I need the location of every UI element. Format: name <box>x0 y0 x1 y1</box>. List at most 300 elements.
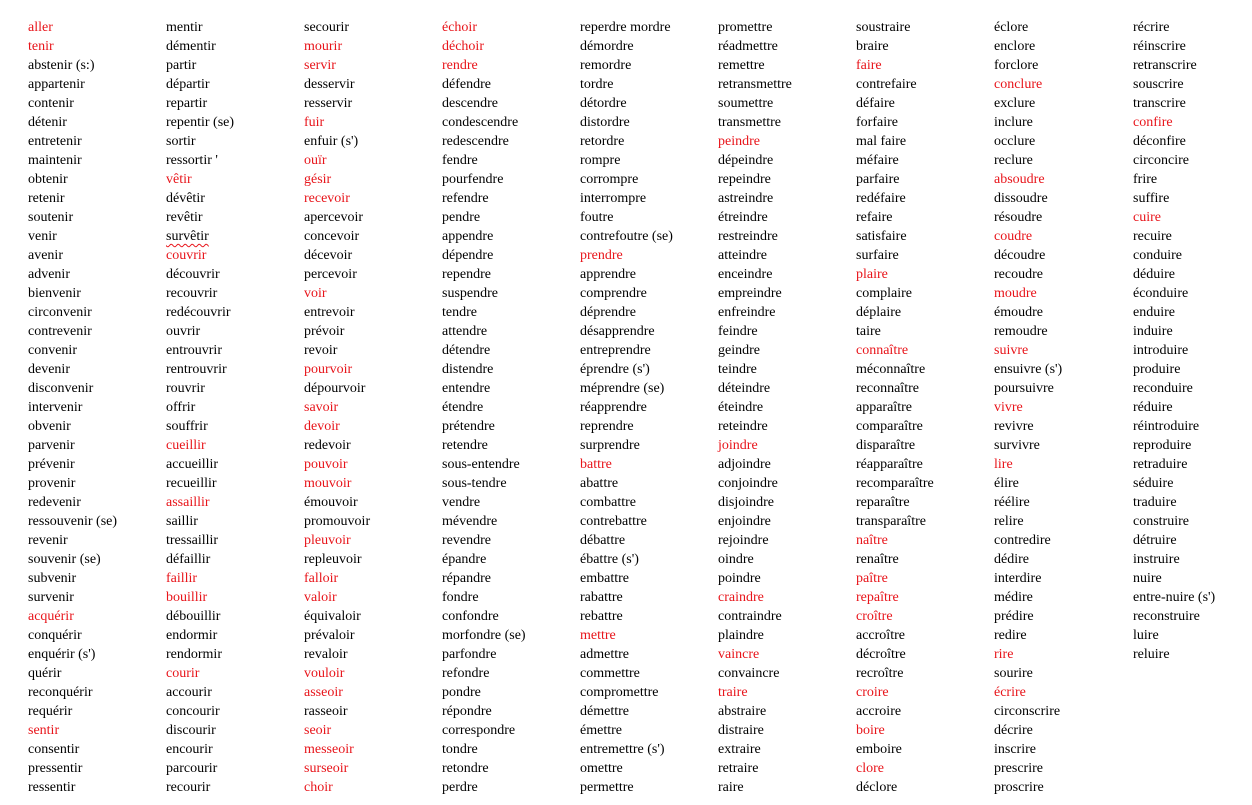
verb-word: distraire <box>718 723 764 738</box>
verb-word: desservir <box>304 77 355 92</box>
verb-word: circoncire <box>1133 153 1189 168</box>
verb-word: reconstruire <box>1133 609 1200 624</box>
verb-word: éteindre <box>718 400 764 415</box>
verb-word: correspondre <box>442 723 516 738</box>
verb-word: démettre <box>580 704 629 719</box>
verb-word: geindre <box>718 343 760 358</box>
verb-word: taire <box>856 324 881 339</box>
verb-word: recomparaître <box>856 476 934 491</box>
verb-word: obvenir <box>28 419 71 434</box>
verb-word: traduire <box>1133 495 1177 510</box>
verb-word: recouvrir <box>166 286 218 301</box>
verb-word: entreprendre <box>580 343 651 358</box>
verb-model-word: messeoir <box>304 742 354 757</box>
verb-word: adjoindre <box>718 457 771 472</box>
verb-word: appendre <box>442 229 494 244</box>
verb-word: atteindre <box>718 248 767 263</box>
verb-word: survêtir <box>166 229 209 244</box>
verb-word: remordre <box>580 58 632 73</box>
verb-model-word: traire <box>718 685 748 700</box>
verb-word: ressentir <box>28 780 76 795</box>
verb-word: accourir <box>166 685 212 700</box>
verb-column-1 <box>28 18 166 797</box>
verb-model-word: coudre <box>994 229 1033 244</box>
verb-model-word: repaître <box>856 590 899 605</box>
verb-word: détordre <box>580 96 627 111</box>
verb-word: promettre <box>718 20 773 35</box>
verb-word: démordre <box>580 39 634 54</box>
verb-word: comprendre <box>580 286 647 301</box>
verb-word: apercevoir <box>304 210 364 225</box>
verb-model-word: gésir <box>304 172 332 187</box>
verb-word: distendre <box>442 362 494 377</box>
verb-word: endormir <box>166 628 218 643</box>
verb-word: redevenir <box>28 495 81 510</box>
verb-word: vendre <box>442 495 481 510</box>
verb-word: reconduire <box>1133 381 1193 396</box>
verb-word: pendre <box>442 210 481 225</box>
verb-word: accroire <box>856 704 902 719</box>
verb-word: soumettre <box>718 96 774 111</box>
verb-model-word: courir <box>166 666 200 681</box>
verb-word: défendre <box>442 77 491 92</box>
verb-model-word: clore <box>856 761 884 776</box>
verb-word: astreindre <box>718 191 774 206</box>
verb-word: instruire <box>1133 552 1180 567</box>
verb-word: survenir <box>28 590 74 605</box>
verb-word: produire <box>1133 362 1181 377</box>
verb-word: souffrir <box>166 419 208 434</box>
verb-model-word: pourvoir <box>304 362 353 377</box>
verb-word: intervenir <box>28 400 83 415</box>
verb-word: sous-entendre <box>442 457 520 472</box>
verb-word: entremettre (s') <box>580 742 665 757</box>
verb-word: résoudre <box>994 210 1043 225</box>
verb-model-word: rendre <box>442 58 478 73</box>
verb-word: distordre <box>580 115 630 130</box>
verb-model-word: bouillir <box>166 590 208 605</box>
verb-word: fendre <box>442 153 478 168</box>
verb-word: débouillir <box>166 609 221 624</box>
verb-word: attendre <box>442 324 488 339</box>
verb-word: empreindre <box>718 286 782 301</box>
verb-word: accueillir <box>166 457 219 472</box>
verb-word: rasseoir <box>304 704 348 719</box>
verb-word: retenir <box>28 191 65 206</box>
verb-model-word: sentir <box>28 723 60 738</box>
verb-model-word: écrire <box>994 685 1026 700</box>
verb-word: entrouvrir <box>166 343 222 358</box>
verb-word: retondre <box>442 761 489 776</box>
verb-model-word: ouïr <box>304 153 327 168</box>
verb-word: répandre <box>442 571 491 586</box>
verb-word: rendormir <box>166 647 222 662</box>
verb-model-word: tenir <box>28 39 54 54</box>
verb-word: parvenir <box>28 438 75 453</box>
verb-word: émettre <box>580 723 622 738</box>
verb-word: rouvrir <box>166 381 205 396</box>
verb-word: entrevoir <box>304 305 355 320</box>
verb-word: avenir <box>28 248 63 263</box>
verb-word: poursuivre <box>994 381 1054 396</box>
verb-word: prédire <box>994 609 1034 624</box>
verb-word: recourir <box>166 780 211 795</box>
verb-model-word: absoudre <box>994 172 1045 187</box>
verb-model-word: mouvoir <box>304 476 352 491</box>
verb-word: restreindre <box>718 229 778 244</box>
verb-model-word: moudre <box>994 286 1037 301</box>
verb-word: forfaire <box>856 115 898 130</box>
verb-word: admettre <box>580 647 629 662</box>
verb-word: feindre <box>718 324 758 339</box>
verb-word: requérir <box>28 704 73 719</box>
verb-word: percevoir <box>304 267 357 282</box>
verb-model-word: savoir <box>304 400 339 415</box>
verb-word: déduire <box>1133 267 1175 282</box>
verb-model-word: lire <box>994 457 1013 472</box>
verb-word: prescrire <box>994 761 1043 776</box>
verb-word: comparaître <box>856 419 923 434</box>
verb-word: relire <box>994 514 1024 529</box>
verb-word: défaillir <box>166 552 211 567</box>
verb-word: retranscrire <box>1133 58 1197 73</box>
verb-word: rependre <box>442 267 491 282</box>
verb-model-word: aller <box>28 20 53 35</box>
verb-word: mal faire <box>856 134 907 149</box>
verb-word: omettre <box>580 761 623 776</box>
verb-word: méprendre (se) <box>580 381 665 396</box>
verb-word: découvrir <box>166 267 220 282</box>
verb-word: reparaître <box>856 495 910 510</box>
verb-word: refendre <box>442 191 489 206</box>
verb-word: reconquérir <box>28 685 93 700</box>
verb-word: disparaître <box>856 438 916 453</box>
verb-model-word: joindre <box>718 438 758 453</box>
verb-word: contrevenir <box>28 324 92 339</box>
verb-word: introduire <box>1133 343 1189 358</box>
verb-word: repeindre <box>718 172 771 187</box>
verb-word: advenir <box>28 267 70 282</box>
verb-word: remoudre <box>994 324 1048 339</box>
verb-word: confondre <box>442 609 499 624</box>
verb-word: contrebattre <box>580 514 647 529</box>
verb-word: dédire <box>994 552 1029 567</box>
verb-word: désapprendre <box>580 324 655 339</box>
verb-model-word: rire <box>994 647 1014 662</box>
verb-word: forclore <box>994 58 1039 73</box>
verb-word: éclore <box>994 20 1029 35</box>
verb-word: médire <box>994 590 1033 605</box>
verb-word: entre-nuire (s') <box>1133 590 1216 605</box>
verb-word: remettre <box>718 58 765 73</box>
verb-word: réapprendre <box>580 400 647 415</box>
verb-word: concevoir <box>304 229 360 244</box>
verb-word: répondre <box>442 704 492 719</box>
verb-word: débattre <box>580 533 626 548</box>
verb-word: nuire <box>1133 571 1162 586</box>
verb-word: parfondre <box>442 647 497 662</box>
verb-word: décroître <box>856 647 906 662</box>
verb-word: ressortir ' <box>166 153 218 168</box>
verb-word: surfaire <box>856 248 899 263</box>
verb-model-word: vouloir <box>304 666 345 681</box>
verb-word: secourir <box>304 20 350 35</box>
verb-word: départir <box>166 77 210 92</box>
verb-word: refaire <box>856 210 893 225</box>
verb-model-word: voir <box>304 286 327 301</box>
verb-word: permettre <box>580 780 634 795</box>
verb-word: proscrire <box>994 780 1044 795</box>
verb-word: maintenir <box>28 153 82 168</box>
verb-word: soustraire <box>856 20 911 35</box>
verb-word: appartenir <box>28 77 85 92</box>
verb-word: élire <box>994 476 1019 491</box>
verb-model-word: devoir <box>304 419 340 434</box>
verb-word: dépendre <box>442 248 494 263</box>
verb-word: exclure <box>994 96 1036 111</box>
verb-model-word: faillir <box>166 571 198 586</box>
verb-word: plaindre <box>718 628 764 643</box>
verb-column-5 <box>580 18 718 797</box>
verb-word: redéfaire <box>856 191 906 206</box>
verb-word: circonscrire <box>994 704 1061 719</box>
verb-word: recoudre <box>994 267 1043 282</box>
verb-word: consentir <box>28 742 80 757</box>
verb-word: déclore <box>856 780 898 795</box>
verb-model-word: paître <box>856 571 888 586</box>
verb-word: tondre <box>442 742 478 757</box>
verb-model-word: prendre <box>580 248 623 263</box>
verb-word: provenir <box>28 476 76 491</box>
verb-word: sous-tendre <box>442 476 507 491</box>
verb-word: enceindre <box>718 267 773 282</box>
verb-word: démentir <box>166 39 216 54</box>
verb-word: déplaire <box>856 305 902 320</box>
verb-word: rebattre <box>580 609 623 624</box>
verb-word: contrefoutre (se) <box>580 229 673 244</box>
verb-word: pondre <box>442 685 481 700</box>
verb-model-word: battre <box>580 457 612 472</box>
verb-word: rentrouvrir <box>166 362 227 377</box>
verb-word: revaloir <box>304 647 348 662</box>
verb-word: commettre <box>580 666 640 681</box>
verb-model-word: boire <box>856 723 885 738</box>
verb-word: extraire <box>718 742 761 757</box>
verb-word: étreindre <box>718 210 768 225</box>
verb-word: enfreindre <box>718 305 776 320</box>
verb-word: entendre <box>442 381 491 396</box>
verb-word: satisfaire <box>856 229 907 244</box>
verb-word: retraire <box>718 761 759 776</box>
verb-word: transmettre <box>718 115 781 130</box>
verb-model-word: falloir <box>304 571 339 586</box>
verb-model-word: valoir <box>304 590 337 605</box>
verb-word: réintroduire <box>1133 419 1200 434</box>
verb-word: revenir <box>28 533 68 548</box>
verb-word: réduire <box>1133 400 1173 415</box>
verb-word: embattre <box>580 571 629 586</box>
verb-word: pressentir <box>28 761 83 776</box>
verb-model-word: recevoir <box>304 191 350 206</box>
verb-word: raire <box>718 780 744 795</box>
verb-word: oindre <box>718 552 754 567</box>
verb-model-word: croire <box>856 685 889 700</box>
verb-word: fondre <box>442 590 479 605</box>
verb-word: éprendre (s') <box>580 362 650 377</box>
verb-word: teindre <box>718 362 757 377</box>
verb-word: retordre <box>580 134 625 149</box>
verb-word: corrompre <box>580 172 639 187</box>
verb-model-word: confire <box>1133 115 1173 130</box>
verb-word: revendre <box>442 533 491 548</box>
verb-word: apprendre <box>580 267 636 282</box>
verb-word: mentir <box>166 20 203 35</box>
verb-column-4 <box>442 18 580 797</box>
verb-word: emboire <box>856 742 902 757</box>
verb-model-word: acquérir <box>28 609 74 624</box>
verb-word: reclure <box>994 153 1033 168</box>
verb-word: recuire <box>1133 229 1172 244</box>
verb-word: contrefaire <box>856 77 917 92</box>
verb-word: rabattre <box>580 590 623 605</box>
verb-word: survivre <box>994 438 1040 453</box>
verb-word: promouvoir <box>304 514 371 529</box>
verb-word: découdre <box>994 248 1046 263</box>
verb-word: reconnaître <box>856 381 919 396</box>
verb-model-word: vivre <box>994 400 1023 415</box>
verb-word: détenir <box>28 115 67 130</box>
verb-word: reprendre <box>580 419 634 434</box>
verb-word: souvenir (se) <box>28 552 101 567</box>
verb-model-word: déchoir <box>442 39 484 54</box>
verb-column-9 <box>1133 18 1252 664</box>
verb-model-word: craindre <box>718 590 764 605</box>
verb-word: décevoir <box>304 248 353 263</box>
verb-word: apparaître <box>856 400 912 415</box>
verb-word: condescendre <box>442 115 519 130</box>
verb-word: mévendre <box>442 514 498 529</box>
verb-word: accroître <box>856 628 905 643</box>
verb-word: contraindre <box>718 609 782 624</box>
verb-word: enclore <box>994 39 1036 54</box>
verb-column-7 <box>856 18 994 797</box>
verb-word: transparaître <box>856 514 926 529</box>
verb-word: rompre <box>580 153 621 168</box>
verb-word: réadmettre <box>718 39 778 54</box>
verb-model-word: cueillir <box>166 438 206 453</box>
verb-word: réélire <box>994 495 1030 510</box>
verb-word: suffire <box>1133 191 1170 206</box>
verb-word: enfuir (s') <box>304 134 359 149</box>
verb-word: équivaloir <box>304 609 361 624</box>
verb-model-word: suivre <box>994 343 1029 358</box>
verb-model-word: pouvoir <box>304 457 348 472</box>
verb-word: frire <box>1133 172 1158 187</box>
verb-word: reluire <box>1133 647 1170 662</box>
verb-model-word: fuir <box>304 115 325 130</box>
verb-word: récrire <box>1133 20 1170 35</box>
verb-word: redire <box>994 628 1027 643</box>
verb-word: déteindre <box>718 381 771 396</box>
verb-model-word: croître <box>856 609 893 624</box>
verb-word: réapparaître <box>856 457 923 472</box>
verb-word: reteindre <box>718 419 768 434</box>
verb-word: partir <box>166 58 197 73</box>
verb-word: enduire <box>1133 305 1175 320</box>
verb-word: perdre <box>442 780 478 795</box>
verb-word: séduire <box>1133 476 1174 491</box>
verb-word: offrir <box>166 400 196 415</box>
verb-word: dépourvoir <box>304 381 366 396</box>
verb-model-word: naître <box>856 533 888 548</box>
verb-model-word: échoir <box>442 20 477 35</box>
verb-word: tendre <box>442 305 477 320</box>
verb-word: méconnaître <box>856 362 926 377</box>
verb-word: déconfire <box>1133 134 1186 149</box>
verb-model-word: asseoir <box>304 685 343 700</box>
verb-word: redescendre <box>442 134 509 149</box>
verb-word: souscrire <box>1133 77 1184 92</box>
verb-word: braire <box>856 39 889 54</box>
verb-word: redécouvrir <box>166 305 231 320</box>
verb-column-3 <box>304 18 442 797</box>
verb-word: reproduire <box>1133 438 1192 453</box>
verb-word: abstenir (s:) <box>28 58 95 73</box>
verb-word: décrire <box>994 723 1033 738</box>
verb-word: entretenir <box>28 134 82 149</box>
verb-word: ébattre (s') <box>580 552 639 567</box>
verb-word: poindre <box>718 571 761 586</box>
verb-word: ouvrir <box>166 324 201 339</box>
verb-word: prétendre <box>442 419 495 434</box>
verb-word: encourir <box>166 742 213 757</box>
verb-word: interdire <box>994 571 1042 586</box>
verb-word: épandre <box>442 552 487 567</box>
verb-word: ressouvenir (se) <box>28 514 118 529</box>
verb-word: tressaillir <box>166 533 219 548</box>
verb-word: éconduire <box>1133 286 1189 301</box>
verb-model-word: choir <box>304 780 333 795</box>
verb-word: étendre <box>442 400 484 415</box>
verb-model-word: vêtir <box>166 172 192 187</box>
verb-word: sourire <box>994 666 1033 681</box>
verb-word: disjoindre <box>718 495 774 510</box>
verb-word: saillir <box>166 514 198 529</box>
verb-word: devenir <box>28 362 70 377</box>
verb-word: abattre <box>580 476 619 491</box>
verb-word: retraduire <box>1133 457 1188 472</box>
verb-word: prévaloir <box>304 628 355 643</box>
verb-word: descendre <box>442 96 498 111</box>
verb-word: resservir <box>304 96 353 111</box>
verb-model-word: assaillir <box>166 495 210 510</box>
verb-word: transcrire <box>1133 96 1186 111</box>
verb-word: défaire <box>856 96 895 111</box>
verb-model-word: seoir <box>304 723 332 738</box>
verb-word: foutre <box>580 210 614 225</box>
verb-word: redevoir <box>304 438 351 453</box>
verb-column-6 <box>718 18 856 797</box>
verb-word: prévenir <box>28 457 75 472</box>
verb-word: interrompre <box>580 191 647 206</box>
verb-word: parfaire <box>856 172 900 187</box>
verb-word: luire <box>1133 628 1159 643</box>
verb-word: repleuvoir <box>304 552 362 567</box>
verb-word: détendre <box>442 343 491 358</box>
verb-word: contredire <box>994 533 1051 548</box>
verb-word: dissoudre <box>994 191 1048 206</box>
verb-word: abstraire <box>718 704 767 719</box>
